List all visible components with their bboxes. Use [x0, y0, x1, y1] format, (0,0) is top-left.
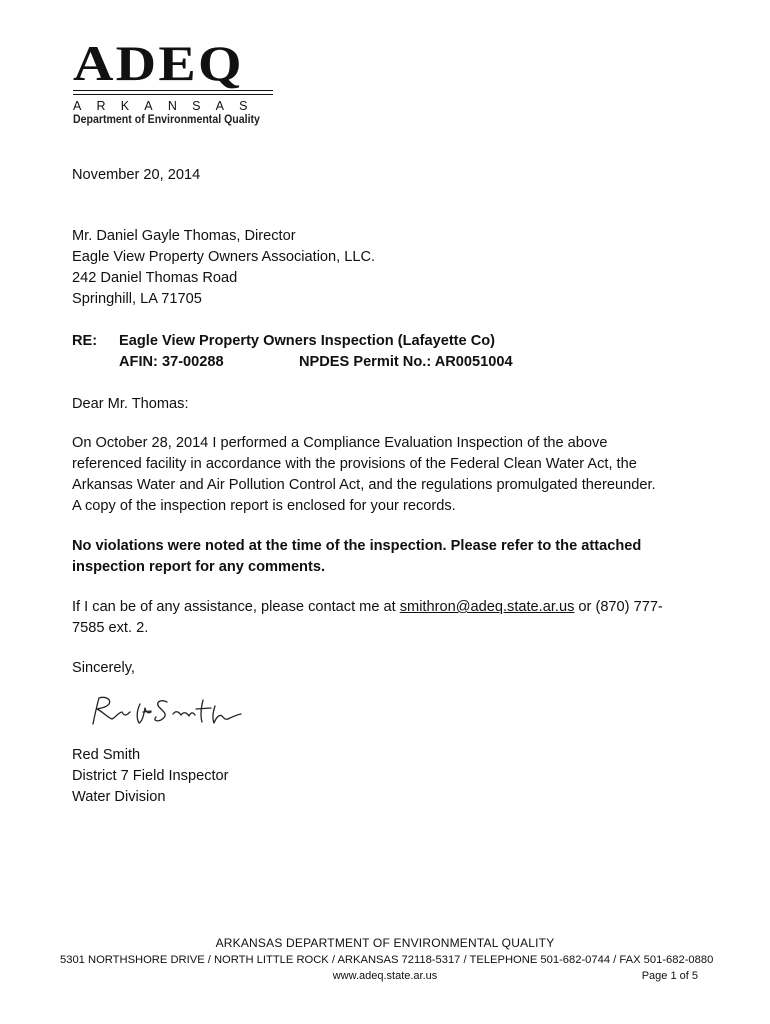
- paragraph-line: On October 28, 2014 I performed a Compliance Evaluation Inspection of the above: [72, 435, 608, 451]
- footer-agency: ARKANSAS DEPARTMENT OF ENVIRONMENTAL QUALITY: [215, 936, 555, 950]
- logo-department-name: Department of Environmental Quality: [73, 114, 260, 126]
- signer-name: Red Smith: [72, 747, 141, 763]
- contact-phone-extension: 7585 ext. 2.: [72, 620, 149, 636]
- npdes-permit-number: NPDES Permit No.: AR0051004: [299, 354, 513, 370]
- recipient-name: Mr. Daniel Gayle Thomas, Director: [72, 228, 296, 244]
- logo-wordmark: ADEQ: [73, 35, 244, 91]
- paragraph-line: referenced facility in accordance with the provisions of the Federal Clean Water Act, the: [72, 456, 637, 472]
- logo-rule-bottom: [73, 94, 273, 95]
- logo-state-name: ARKANSAS: [73, 99, 263, 113]
- closing: Sincerely,: [72, 660, 135, 676]
- recipient-street: 242 Daniel Thomas Road: [72, 270, 238, 286]
- afin-number: AFIN: 37-00288: [119, 354, 224, 370]
- paragraph-line: A copy of the inspection report is enclosed for your records.: [72, 498, 456, 514]
- paragraph-line: Arkansas Water and Air Pollution Control Act, and the regulations promulgated thereunder.: [72, 477, 656, 493]
- salutation: Dear Mr. Thomas:: [72, 396, 189, 412]
- paragraph-line: inspection report for any comments.: [72, 559, 326, 575]
- subject-line: Eagle View Property Owners Inspection (Lafayette Co): [119, 333, 496, 349]
- contact-phone-part: or (870) 777-: [574, 599, 663, 615]
- logo-rule-top: [73, 90, 273, 91]
- paragraph-line: No violations were noted at the time of the inspection. Please refer to the attached: [72, 538, 642, 554]
- footer-website: www.adeq.state.ar.us: [332, 970, 438, 982]
- signer-division: Water Division: [72, 789, 166, 805]
- re-label: RE:: [72, 333, 98, 349]
- contact-email-link[interactable]: smithron@adeq.state.ar.us: [399, 599, 575, 615]
- signer-title: District 7 Field Inspector: [72, 768, 229, 784]
- handwritten-signature: [85, 690, 255, 732]
- recipient-city: Springhill, LA 71705: [72, 291, 202, 307]
- letter-date: November 20, 2014: [72, 167, 201, 183]
- adeq-logo: [73, 35, 283, 126]
- contact-line: [72, 597, 663, 618]
- contact-prefix: If I can be of any assistance, please contact me at: [72, 599, 400, 615]
- footer-address: 5301 NORTHSHORE DRIVE / NORTH LITTLE ROCK / ARKANSAS 72118-5317 / TELEPHONE 501-682-0744 / FAX 501-682-0880: [60, 954, 714, 966]
- page-number: Page 1 of 5: [641, 970, 698, 982]
- recipient-organization: Eagle View Property Owners Association, LLC.: [72, 249, 376, 265]
